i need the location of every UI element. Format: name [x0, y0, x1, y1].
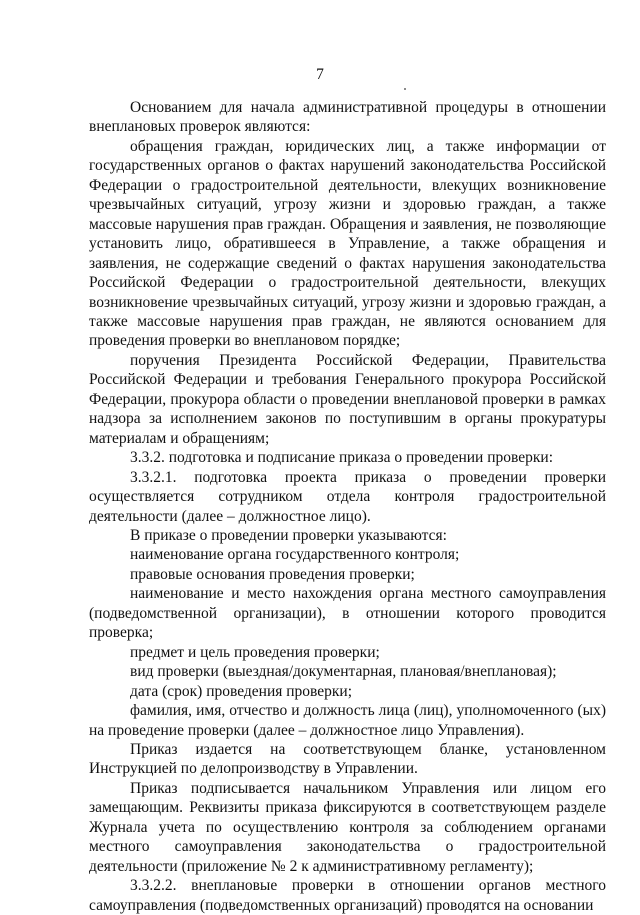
list-item-legal-grounds: правовые основания проведения проверки;: [130, 565, 415, 583]
list-item-inspection-type: вид проверки (выездная/документарная, плановая/внеплановая);: [130, 663, 557, 681]
list-item-control-body: наименование органа государственного контроля;: [130, 546, 460, 564]
list-item-inspection-date: дата (срок) проведения проверки;: [130, 682, 353, 700]
list-item-local-authority: наименование и место нахождения органа местного самоуправления (подведомственной организации), в отношении которого проводится проверка;: [89, 585, 606, 642]
list-item-subject-purpose: предмет и цель проведения проверки;: [130, 643, 380, 661]
paragraph-order-contents: В приказе о проведении проверки указываются:: [130, 526, 447, 544]
paragraph-3-3-2-2: 3.3.2.2. внеплановые проверки в отношении органов местного самоуправления (подведомственных организаций) проводятся на основании: [89, 877, 606, 914]
paragraph-order-signing: Приказ подписывается начальником Управления или лицом его замещающим. Реквизиты приказа фиксируются в соответствующем разделе Журнала учета по осуществлению контроля за соблюдением органами местного самоуправления законодательства о градостроительной деятельности (приложение № 2 к административному регламенту);: [89, 779, 606, 875]
body-text: [89, 98, 606, 915]
page-number: 7: [316, 66, 324, 83]
paragraph-citizen-appeals: обращения граждан, юридических лиц, а также информации от государственных органов о фактах нарушений законодательства Российской Федерации о градостроительной деятельности, влекущих возникновение чрезвычайных ситуаций, угрозу жизни и здоровью граждан, а также массовые нарушения прав граждан. Обращения и заявления, не позволяющие установить лицо, обратившееся в Управление, а также обращения и заявления, не содержащие сведений о фактах нарушения законодательства Российской Федерации о градостроительной деятельности, влекущих возникновение чрезвычайных ситуаций, угрозу жизни и здоровью граждан, а также массовые нарушения прав граждан, не являются основанием для проведения проверки во внеплановом порядке;: [89, 137, 606, 350]
paragraph-3-3-2: 3.3.2. подготовка и подписание приказа о проведении проверки:: [130, 449, 554, 467]
paragraph-3-3-2-1: 3.3.2.1. подготовка проекта приказа о проведении проверки осуществляется сотрудником отдела контроля градостроительной деятельности (далее – должностное лицо).: [89, 468, 606, 525]
paragraph-president-orders: поручения Президента Российской Федерации, Правительства Российской Федерации и требования Генерального прокурора Российской Федерации, прокурора области о проведении внеплановой проверки в рамках надзора за исполнением законов по поступившим в органы прокуратуры материалам и обращениям;: [89, 351, 606, 447]
scan-dot: [404, 88, 406, 90]
paragraph-order-form: Приказ издается на соответствующем бланке, установленном Инструкцией по делопроизводству в Управлении.: [89, 740, 606, 778]
list-item-authorized-person: фамилия, имя, отчество и должность лица (лиц), уполномоченного (ых) на проведение проверки (далее – должностное лицо Управления).: [89, 702, 606, 739]
paragraph-basis-intro: Основанием для начала административной процедуры в отношении внеплановых проверок являются:: [89, 99, 606, 136]
